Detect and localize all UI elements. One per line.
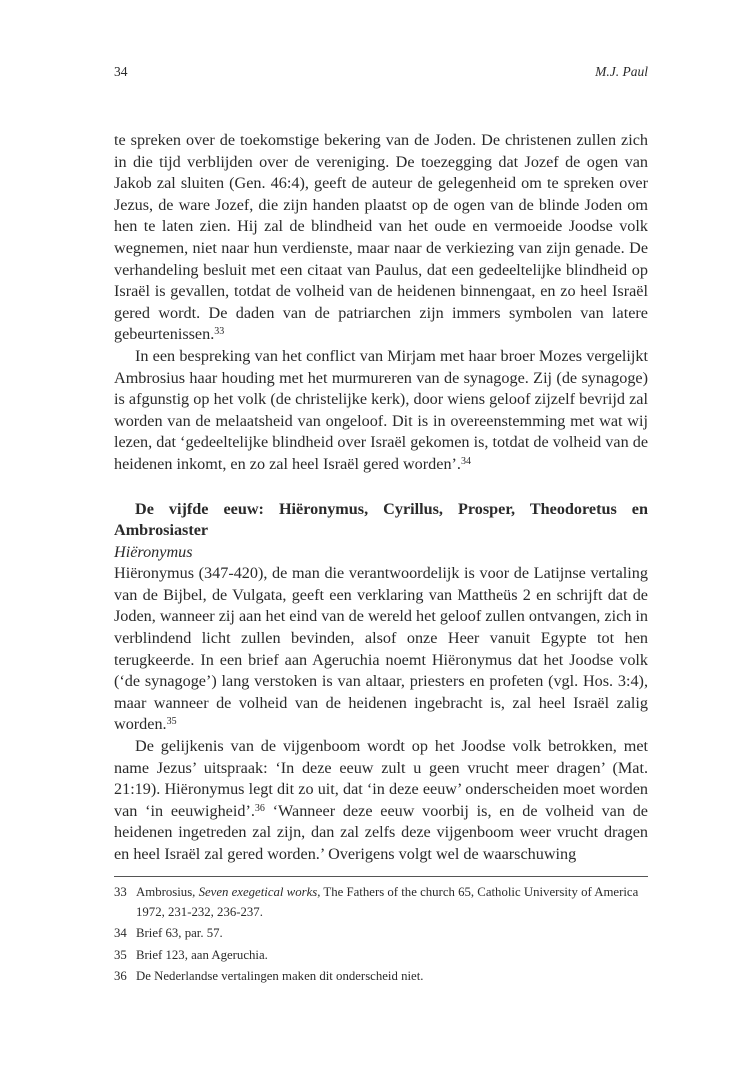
footnote-ref: 34 [460, 455, 471, 467]
paragraph-text: De gelijkenis van de vijgenboom wordt op het Joodse volk betrokken, met name Jezus’ uitspraak: ‘In deze eeuw zult u geen vrucht meer dragen’ (Mat. 21:19). Hiëronymus legt dit zo uit, dat ‘in deze eeuw’ onderscheiden moet worden van ‘in eeuwigheid’. [114, 737, 648, 820]
footnote-text: Brief 123, aan Ageruchia. [136, 947, 268, 962]
paragraph-text: ‘Wanneer deze eeuw voorbij is, en de volheid van de heidenen ingetreden zal zijn, dan zal zelfs deze vijgenboom weer vrucht dragen en heel Israël zal gered worden.’ Overigens volgt wel de waarschuwing [114, 801, 648, 863]
footnote-text: De Nederlandse vertalingen maken dit onderscheid niet. [136, 969, 424, 983]
footnote [114, 946, 648, 966]
subsection-heading: Hiëronymus [114, 542, 193, 561]
paragraph [114, 563, 648, 736]
footnote-divider [114, 876, 648, 877]
footnote-number: 36 [114, 969, 127, 983]
paragraph-text: te spreken over de toekomstige bekering van de Joden. De christenen zullen zich in die tijd verblijden over de vereniging. De toezegging dat Jozef de ogen van Jakob zal sluiten (Gen. 46:4), geeft de auteur de gelegenheid om te spreken over Jezus, de ware Jozef, die zijn handen plaatst op de ogen van de blinde Joden om hen te laten zien. Hij zal de blindheid van het oude en vermoeide Joodse volk wegnemen, niet naar hun verdienste, maar naar de verkiezing van zijn genade. De verhandeling besluit met een citaat van Paulus, dat een gedeeltelijke blindheid op Israël is gevallen, totdat de volheid van de heidenen binnengaat, en zo heel Israël gered wordt. De daden van de patriarchen zijn immers symbolen van latere gebeurtenissen. [114, 131, 648, 344]
running-author: M.J. Paul [595, 64, 648, 79]
footnote-text: Brief 63, par. 57. [136, 926, 223, 940]
footnote-number: 33 [114, 885, 127, 899]
paragraph [114, 736, 648, 866]
footnote-ref: 36 [254, 802, 265, 814]
paragraph-text: In een bespreking van het conflict van Mirjam met haar broer Mozes vergelijkt Ambrosius haar houding met het murmureren van de synagoge. Zij (de synagoge) is afgunstig op het volk (de christelijke kerk), door wiens geloof zijzelf bevrijd zal worden van de melaatsheid van ongeloof. Dit is in overeenstemming met wat wij lezen, dat ‘gedeeltelijke blindheid over Israël gekomen is, totdat de volheid van de heidenen inkomt, en zo zal heel Israël gered worden’. [114, 346, 648, 473]
footnote-text [136, 883, 648, 922]
footnote [114, 967, 648, 987]
footnotes [114, 883, 648, 987]
footnote-ref: 35 [166, 716, 177, 728]
paragraph [114, 130, 648, 346]
footnote-text-part: The Fathers of the church 65, Catholic University of America 1972, 231-232, 236-237. [136, 885, 639, 919]
section-gap [114, 476, 648, 499]
footnote-work-title: Seven exegetical works, [198, 885, 321, 899]
footnote-text-part: Ambrosius, [136, 885, 199, 899]
running-header [114, 64, 648, 84]
footnote-number: 34 [114, 926, 127, 940]
section-heading: De vijfde eeuw: Hiëronymus, Cyrillus, Prosper, Theodoretus en Ambrosiaster [114, 499, 648, 540]
paragraph [114, 346, 648, 476]
footnote [114, 883, 648, 922]
footnote-number: 35 [114, 947, 127, 962]
paragraph-text: Hiëronymus (347-420), de man die verantwoordelijk is voor de Latijnse vertaling van de Bijbel, de Vulgata, geeft een verklaring van Mattheüs 2 en schrijft dat de Joden, wanneer zij aan het eind van de wereld het geloof zullen ontvangen, zich in verblindend licht zullen bevinden, alsof onze Heer vanuit Egypte tot hen terugkeerde. In een brief aan Ageruchia noemt Hiëronymus dat het Joodse volk (‘de synagoge’) lang verstoken is van altaar, priesters en profeten (vgl. Hos. 3:4), maar wanneer de volheid van de heidenen ingebracht is, zal heel Israël zalig worden. [114, 564, 648, 734]
footnote [114, 924, 648, 944]
page-number: 34 [114, 64, 128, 79]
body-text [114, 130, 648, 866]
footnote-ref: 33 [214, 326, 225, 338]
